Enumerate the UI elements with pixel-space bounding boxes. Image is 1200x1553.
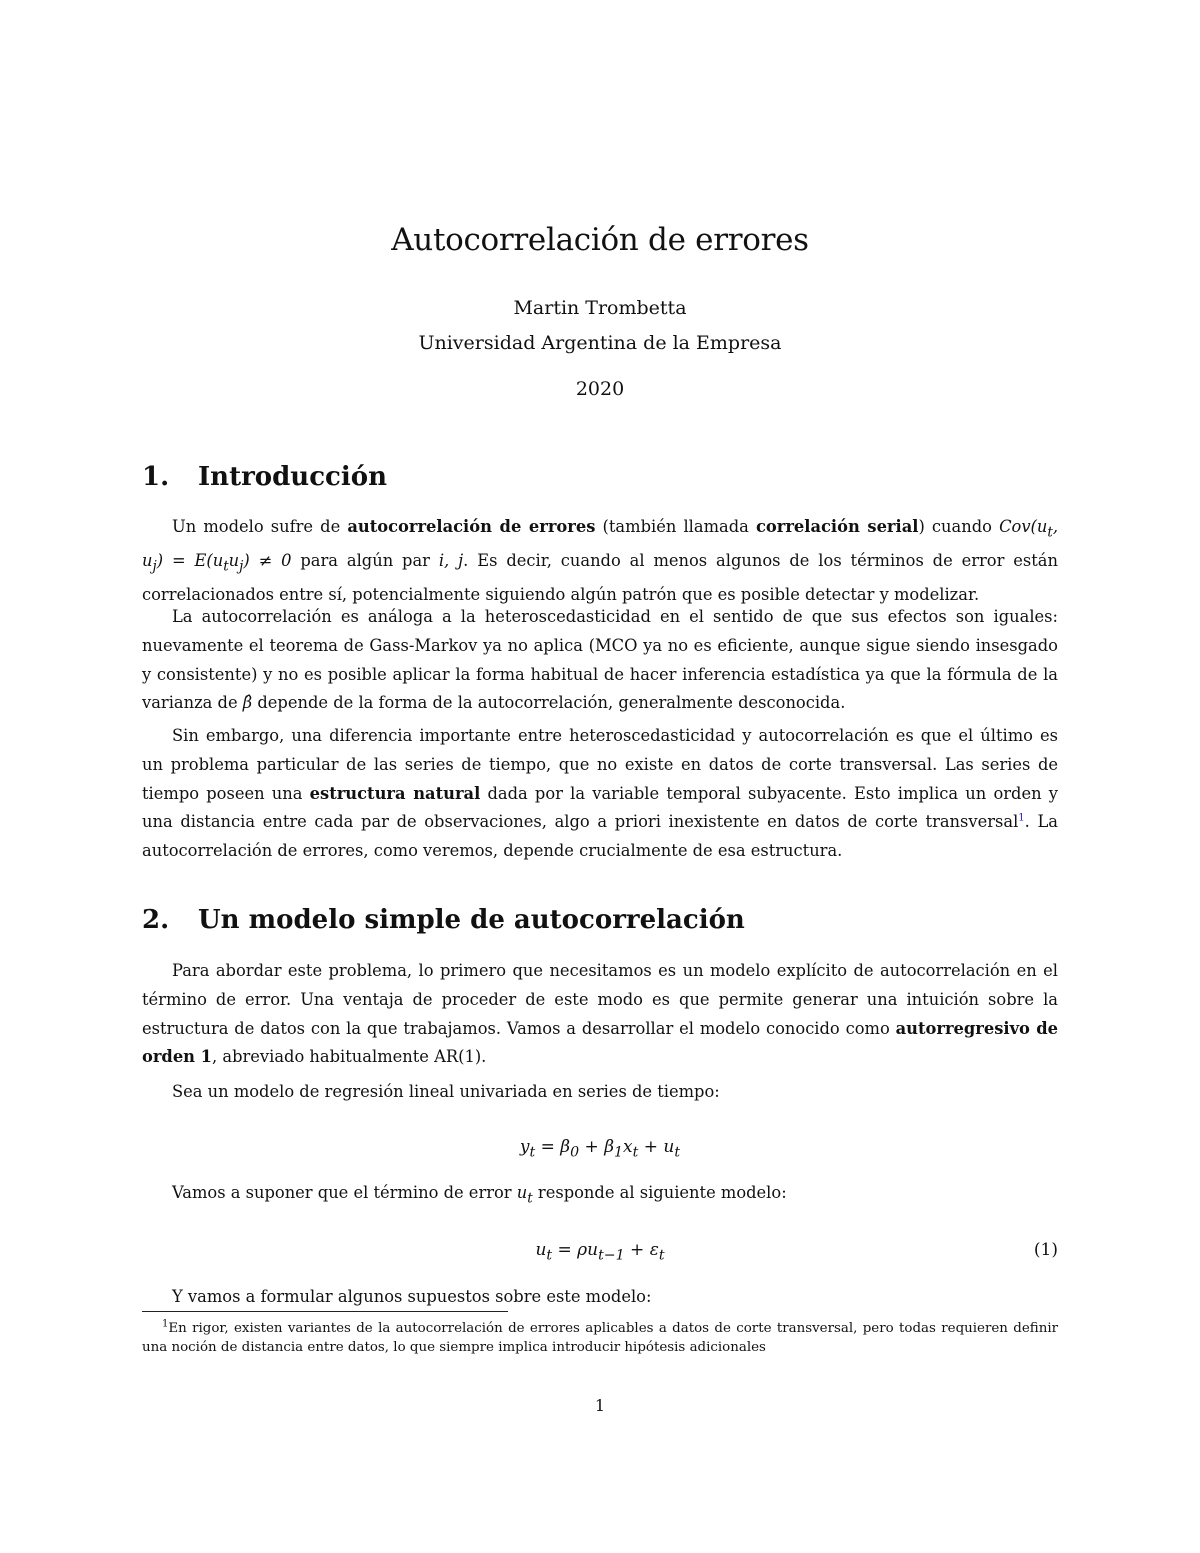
math-inline	[516, 1183, 533, 1207]
affiliation: Universidad Argentina de la Empresa	[418, 332, 782, 354]
math-sub: t	[527, 1190, 533, 1207]
math-run: + β	[579, 1137, 615, 1157]
footnote-text: En rigor, existen variantes de la autocorrelación de errores aplicables a datos de corte transversal, pero todas requieren definir una noción de distancia entre datos, lo que siempre implica introducir hipótesis adicionales	[142, 1321, 1058, 1355]
paragraph-intro-3	[142, 722, 1058, 866]
publication-year: 2020	[575, 378, 625, 400]
math-run: u	[516, 1183, 528, 1202]
math-sub: t	[1047, 524, 1053, 541]
section-heading-1	[142, 462, 387, 492]
math-sub: t	[546, 1247, 553, 1264]
text-run: . La autocorrelación de errores, como veremos, depende crucialmente de esa estructura.	[142, 812, 1059, 861]
term-bold: correlación serial	[755, 517, 919, 536]
math-run: u	[535, 1240, 547, 1260]
text-run: para algún par	[291, 551, 439, 571]
math-sub: t−1	[598, 1247, 625, 1264]
math-sub: 0	[570, 1144, 580, 1161]
text-run: , abreviado habitualmente AR(1).	[212, 1047, 487, 1067]
text-run: depende de la forma de la autocorrelación, generalmente desconocida.	[252, 693, 846, 713]
text-run: ) cuando	[918, 517, 1000, 536]
math-sub: j	[239, 558, 244, 575]
math-inline: β̂	[242, 693, 253, 713]
math-run: , u	[142, 517, 1059, 571]
section-title: Un modelo simple de autocorrelación	[198, 905, 745, 935]
equation-number: (1)	[1033, 1240, 1058, 1260]
text-run: Un modelo sufre de	[172, 517, 348, 536]
math-sub: t	[674, 1144, 681, 1161]
math-run: ) = E(u	[156, 551, 224, 571]
math-sub: t	[223, 558, 229, 575]
math-run: y	[519, 1137, 530, 1157]
math-run: ) ≠ 0	[243, 551, 292, 571]
footnote-link[interactable]: 1	[1018, 812, 1025, 824]
section-title: Introducción	[198, 462, 387, 492]
math-sub: j	[152, 558, 157, 575]
math-run: Cov(u	[999, 517, 1048, 536]
text-run: dada por la variable temporal subyacente. Esto implica un orden y una distancia entre cada par de observaciones, algo a priori inexistente en datos de corte transversal	[142, 783, 1058, 832]
paragraph-intro-1	[142, 513, 1058, 610]
text-run: (también llamada	[595, 517, 756, 536]
math-sub: 1	[614, 1144, 624, 1161]
term-bold: autorregresivo de orden 1	[142, 1018, 1058, 1067]
equation-regression	[142, 1137, 1058, 1160]
math-sub: t	[529, 1144, 536, 1161]
section-number: 2.	[142, 905, 170, 935]
math-run: x	[623, 1137, 633, 1157]
text-run: La autocorrelación es análoga a la heteroscedasticidad en el sentido de que sus efectos son iguales: nuevamente el teorema de Gass-Markov ya no aplica (MCO ya no es eficiente, aunque sigue siendo insesgado y consistente) y no es posible aplicar la forma habitual de hacer inferencia estadística ya que la fórmula de la varianza de	[142, 607, 1058, 713]
footnote-mark: 1	[162, 1318, 169, 1330]
paragraph-intro-2	[142, 603, 1058, 718]
math-run: + ε	[624, 1240, 659, 1260]
text-run: Vamos a suponer que el término de error	[172, 1183, 517, 1202]
text-run: Para abordar este problema, lo primero que necesitamos es un modelo explícito de autocorrelación en el término de error. Una ventaja de proceder de este modo es que permite generar una intuición sobre la estructura de datos con la que trabajamos. Vamos a desarrollar el modelo conocido como	[142, 961, 1058, 1038]
math-run: = β	[535, 1137, 571, 1157]
document-title: Autocorrelación de errores	[391, 222, 809, 258]
paragraph-model-4: Y vamos a formular algunos supuestos sobre este modelo:	[172, 1287, 652, 1306]
term-bold: autocorrelación de errores	[347, 517, 596, 536]
math-run: = ρu	[552, 1240, 599, 1260]
paragraph-model-3	[142, 1179, 1058, 1213]
paragraph-model-1	[142, 957, 1058, 1072]
math-sub: t	[632, 1144, 639, 1161]
math-run: u	[228, 551, 240, 571]
footnote	[142, 1319, 1058, 1357]
text-run: Sin embargo, una diferencia importante entre heteroscedasticidad y autocorrelación es que el último es un problema particular de las series de tiempo, que no existe en datos de corte transversal. Las series de tiempo poseen una	[142, 726, 1058, 803]
text-run: responde al siguiente modelo:	[532, 1183, 787, 1202]
section-heading-2	[142, 905, 745, 935]
math-run: + u	[638, 1137, 675, 1157]
paragraph-model-2: Sea un modelo de regresión lineal univariada en series de tiempo:	[172, 1082, 720, 1101]
math-inline: i, j	[438, 551, 464, 571]
page-number: 1	[594, 1396, 606, 1415]
section-number: 1.	[142, 462, 170, 492]
text-run: . Es decir, cuando al menos algunos de los términos de error están correlacionados entre sí, potencialmente siguiendo algún patrón que es posible detectar y modelizar.	[142, 551, 1058, 605]
footnote-divider	[142, 1311, 508, 1312]
math-sub: t	[658, 1247, 665, 1264]
term-bold: estructura natural	[309, 783, 481, 803]
equation-ar1	[142, 1240, 1058, 1263]
author-name: Martin Trombetta	[513, 297, 687, 319]
